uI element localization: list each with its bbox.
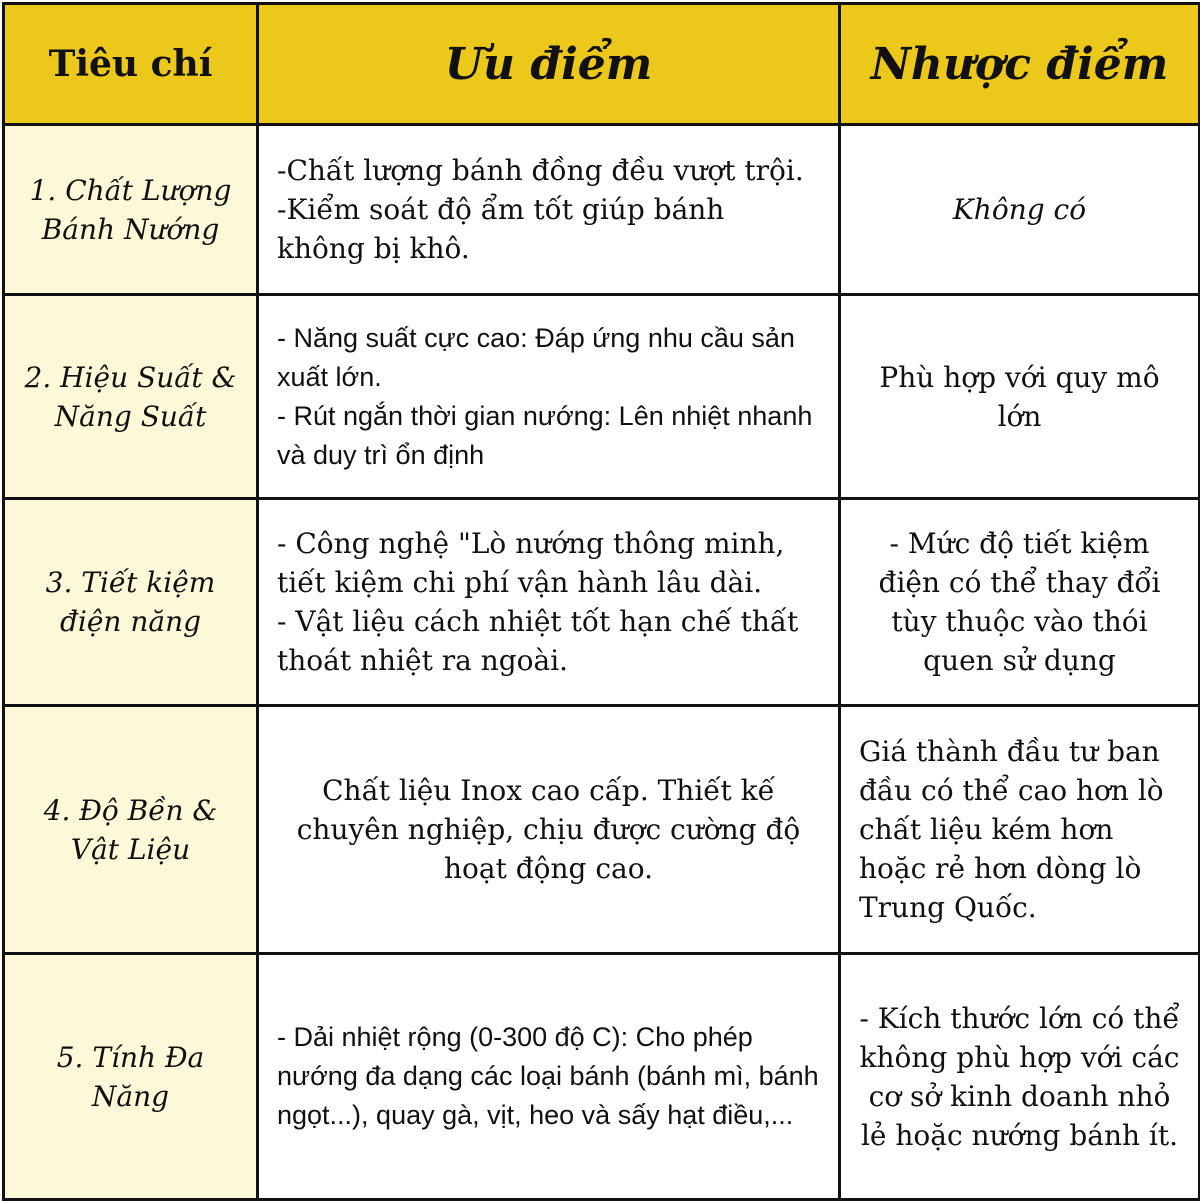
- criteria-cell: 5. Tính Đa Năng: [4, 954, 258, 1200]
- criteria-cell: 3. Tiết kiệm điện năng: [4, 499, 258, 706]
- criteria-cell: 1. Chất Lượng Bánh Nướng: [4, 125, 258, 295]
- table-row: [4, 499, 1200, 706]
- criteria-cell: 4. Độ Bền & Vật Liệu: [4, 706, 258, 954]
- cons-cell: - Mức độ tiết kiệm điện có thể thay đổi tùy thuộc vào thói quen sử dụng: [840, 499, 1200, 706]
- header-pros: Ưu điểm: [258, 4, 840, 125]
- table-row: [4, 125, 1200, 295]
- pros-cell: - Năng suất cực cao: Đáp ứng nhu cầu sản xuất lớn. - Rút ngắn thời gian nướng: Lên nhiệt nhanh và duy trì ổn định: [258, 295, 840, 499]
- header-cons: Nhược điểm: [840, 4, 1200, 125]
- cons-cell: Không có: [840, 125, 1200, 295]
- header-criteria: Tiêu chí: [4, 4, 258, 125]
- pros-cell: -Chất lượng bánh đồng đều vượt trội. -Kiểm soát độ ẩm tốt giúp bánh không bị khô.: [258, 125, 840, 295]
- pros-cell: - Công nghệ "Lò nướng thông minh, tiết kiệm chi phí vận hành lâu dài. - Vật liệu cách nhiệt tốt hạn chế thất thoát nhiệt ra ngoài.: [258, 499, 840, 706]
- pros-cell: - Dải nhiệt rộng (0-300 độ C): Cho phép nướng đa dạng các loại bánh (bánh mì, bánh ngọt...), quay gà, vịt, heo và sấy hạt điều,...: [258, 954, 840, 1200]
- cons-cell: - Kích thước lớn có thể không phù hợp với các cơ sở kinh doanh nhỏ lẻ hoặc nướng bánh ít.: [840, 954, 1200, 1200]
- table-row: [4, 295, 1200, 499]
- comparison-table: [2, 2, 1200, 1201]
- table-row: [4, 706, 1200, 954]
- cons-cell: Giá thành đầu tư ban đầu có thể cao hơn lò chất liệu kém hơn hoặc rẻ hơn dòng lò Trung Quốc.: [840, 706, 1200, 954]
- table-row: [4, 954, 1200, 1200]
- cons-cell: Phù hợp với quy mô lớn: [840, 295, 1200, 499]
- criteria-cell: 2. Hiệu Suất & Năng Suất: [4, 295, 258, 499]
- table-header-row: [4, 4, 1200, 125]
- pros-cell: Chất liệu Inox cao cấp. Thiết kế chuyên nghiệp, chịu được cường độ hoạt động cao.: [258, 706, 840, 954]
